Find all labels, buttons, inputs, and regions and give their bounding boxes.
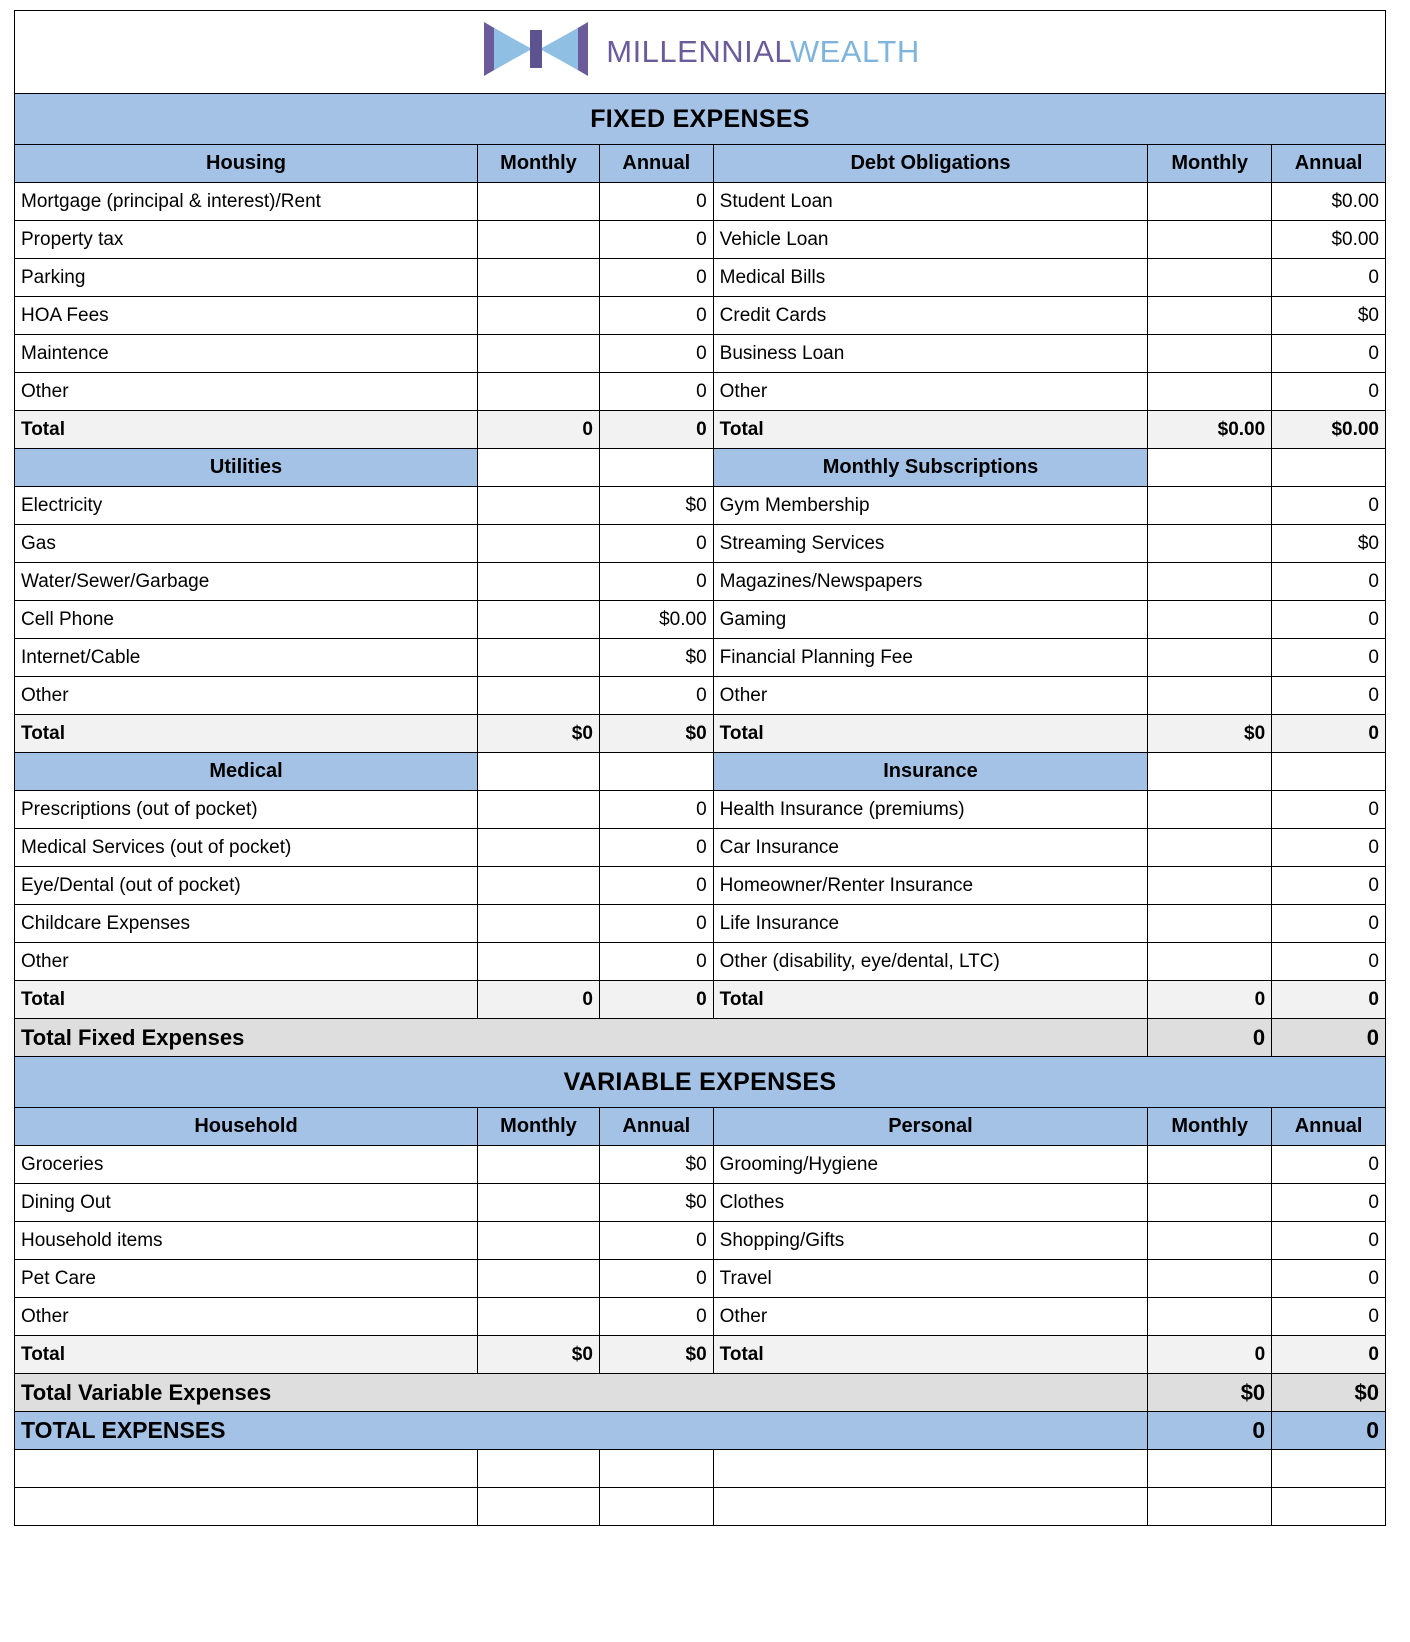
row-label: Shopping/Gifts xyxy=(713,1222,1148,1260)
fixed-expenses-banner: FIXED EXPENSES xyxy=(15,94,1386,145)
row-label: Gas xyxy=(15,525,478,563)
total-annual: $0.00 xyxy=(1272,411,1386,449)
row-label: Gaming xyxy=(713,601,1148,639)
total-fixed-annual: 0 xyxy=(1272,1019,1386,1057)
total-expenses-annual: 0 xyxy=(1272,1412,1386,1450)
logo-text xyxy=(606,34,920,70)
cell-monthly[interactable] xyxy=(478,829,600,867)
total-annual: 0 xyxy=(1272,981,1386,1019)
section-title-housing: Housing xyxy=(15,145,478,183)
empty-cell[interactable] xyxy=(1272,1488,1386,1526)
cell-annual[interactable]: $0 xyxy=(599,1146,713,1184)
logo-cell xyxy=(15,11,1386,94)
spacer-cell xyxy=(1148,449,1272,487)
section-header-utilities-subscriptions xyxy=(15,449,1386,487)
total-monthly: $0 xyxy=(478,715,600,753)
cell-monthly[interactable] xyxy=(1148,791,1272,829)
cell-annual[interactable]: $0 xyxy=(599,639,713,677)
total-annual: 0 xyxy=(1272,715,1386,753)
row-label: Streaming Services xyxy=(713,525,1148,563)
cell-annual[interactable]: $0 xyxy=(599,1184,713,1222)
cell-monthly[interactable] xyxy=(1148,1146,1272,1184)
cell-annual[interactable]: $0.00 xyxy=(1272,183,1386,221)
total-expenses-label: TOTAL EXPENSES xyxy=(15,1412,1148,1450)
cell-monthly[interactable] xyxy=(478,259,600,297)
row-label: Other xyxy=(15,943,478,981)
table-row xyxy=(15,601,1386,639)
spacer-cell xyxy=(599,449,713,487)
empty-cell[interactable] xyxy=(713,1488,1148,1526)
cell-monthly[interactable] xyxy=(478,221,600,259)
total-monthly: $0 xyxy=(1148,715,1272,753)
cell-monthly[interactable] xyxy=(1148,525,1272,563)
cell-annual[interactable]: 0 xyxy=(1272,259,1386,297)
total-fixed-monthly: 0 xyxy=(1148,1019,1272,1057)
table-row xyxy=(15,1146,1386,1184)
cell-monthly[interactable] xyxy=(478,373,600,411)
cell-annual[interactable]: 0 xyxy=(599,221,713,259)
total-fixed-label: Total Fixed Expenses xyxy=(15,1019,1148,1057)
section-title-debt: Debt Obligations xyxy=(713,145,1148,183)
cell-annual[interactable]: $0 xyxy=(1272,297,1386,335)
column-header-monthly: Monthly xyxy=(478,1108,600,1146)
cell-annual[interactable]: 0 xyxy=(1272,563,1386,601)
cell-monthly[interactable] xyxy=(1148,221,1272,259)
cell-monthly[interactable] xyxy=(478,1222,600,1260)
cell-annual[interactable]: 0 xyxy=(599,905,713,943)
cell-annual[interactable]: 0 xyxy=(1272,1184,1386,1222)
logo-word-2: WEALTH xyxy=(789,34,920,69)
column-header-monthly: Monthly xyxy=(478,145,600,183)
row-label: Grooming/Hygiene xyxy=(713,1146,1148,1184)
cell-monthly[interactable] xyxy=(478,487,600,525)
cell-monthly[interactable] xyxy=(1148,183,1272,221)
cell-annual[interactable]: 0 xyxy=(599,297,713,335)
row-label: Other xyxy=(713,373,1148,411)
total-annual: 0 xyxy=(599,411,713,449)
cell-monthly[interactable] xyxy=(478,867,600,905)
cell-annual[interactable]: 0 xyxy=(1272,1146,1386,1184)
spacer-cell xyxy=(478,449,600,487)
table-row xyxy=(15,791,1386,829)
empty-cell[interactable] xyxy=(1148,1488,1272,1526)
empty-cell[interactable] xyxy=(599,1450,713,1488)
total-fixed-expenses-row xyxy=(15,1019,1386,1057)
row-label: Other xyxy=(713,677,1148,715)
cell-annual[interactable]: 0 xyxy=(599,373,713,411)
empty-cell[interactable] xyxy=(15,1450,478,1488)
table-row xyxy=(15,525,1386,563)
spacer-cell xyxy=(599,753,713,791)
row-label: Water/Sewer/Garbage xyxy=(15,563,478,601)
row-label: Other xyxy=(15,677,478,715)
total-row-utilities-subscriptions xyxy=(15,715,1386,753)
cell-monthly[interactable] xyxy=(1148,677,1272,715)
cell-annual[interactable]: 0 xyxy=(1272,867,1386,905)
cell-monthly[interactable] xyxy=(1148,487,1272,525)
row-label: Pet Care xyxy=(15,1260,478,1298)
section-title-personal: Personal xyxy=(713,1108,1148,1146)
row-label: Prescriptions (out of pocket) xyxy=(15,791,478,829)
column-header-annual: Annual xyxy=(1272,145,1386,183)
empty-cell[interactable] xyxy=(478,1450,600,1488)
column-header-monthly: Monthly xyxy=(1148,145,1272,183)
table-row xyxy=(15,639,1386,677)
row-label: Car Insurance xyxy=(713,829,1148,867)
cell-monthly[interactable] xyxy=(1148,563,1272,601)
cell-monthly[interactable] xyxy=(478,677,600,715)
total-monthly: $0 xyxy=(478,1336,600,1374)
empty-cell[interactable] xyxy=(1148,1450,1272,1488)
cell-annual[interactable]: 0 xyxy=(1272,639,1386,677)
total-row-medical-insurance xyxy=(15,981,1386,1019)
row-label: Financial Planning Fee xyxy=(713,639,1148,677)
total-label: Total xyxy=(15,981,478,1019)
cell-annual[interactable]: 0 xyxy=(599,183,713,221)
total-label: Total xyxy=(15,715,478,753)
cell-monthly[interactable] xyxy=(478,791,600,829)
variable-expenses-banner: VARIABLE EXPENSES xyxy=(15,1057,1386,1108)
spacer-cell xyxy=(478,753,600,791)
cell-annual[interactable]: 0 xyxy=(1272,791,1386,829)
total-row-household-personal xyxy=(15,1336,1386,1374)
total-annual: 0 xyxy=(599,981,713,1019)
cell-monthly[interactable] xyxy=(1148,259,1272,297)
column-header-annual: Annual xyxy=(599,1108,713,1146)
total-label: Total xyxy=(713,715,1148,753)
table-row xyxy=(15,1184,1386,1222)
cell-annual[interactable]: 0 xyxy=(599,867,713,905)
logo-row xyxy=(15,11,1386,94)
row-label: Mortgage (principal & interest)/Rent xyxy=(15,183,478,221)
cell-monthly[interactable] xyxy=(1148,639,1272,677)
total-monthly: 0 xyxy=(1148,981,1272,1019)
table-row xyxy=(15,563,1386,601)
section-header-medical-insurance xyxy=(15,753,1386,791)
row-label: Life Insurance xyxy=(713,905,1148,943)
cell-annual[interactable]: 0 xyxy=(599,563,713,601)
row-label: Gym Membership xyxy=(713,487,1148,525)
row-label: Other xyxy=(15,373,478,411)
cell-monthly[interactable] xyxy=(1148,829,1272,867)
total-label: Total xyxy=(713,1336,1148,1374)
section-title-medical: Medical xyxy=(15,753,478,791)
cell-monthly[interactable] xyxy=(1148,1260,1272,1298)
row-label: Credit Cards xyxy=(713,297,1148,335)
cell-monthly[interactable] xyxy=(1148,297,1272,335)
row-label: Property tax xyxy=(15,221,478,259)
cell-annual[interactable]: 0 xyxy=(1272,373,1386,411)
row-label: Household items xyxy=(15,1222,478,1260)
cell-monthly[interactable] xyxy=(1148,867,1272,905)
cell-monthly[interactable] xyxy=(478,1184,600,1222)
cell-annual[interactable]: 0 xyxy=(1272,829,1386,867)
cell-monthly[interactable] xyxy=(478,297,600,335)
total-expenses-row xyxy=(15,1412,1386,1450)
cell-monthly[interactable] xyxy=(1148,373,1272,411)
total-monthly: 0 xyxy=(1148,1336,1272,1374)
empty-cell[interactable] xyxy=(599,1488,713,1526)
total-row-housing-debt xyxy=(15,411,1386,449)
cell-annual[interactable]: 0 xyxy=(1272,905,1386,943)
total-annual: 0 xyxy=(1272,1336,1386,1374)
fixed-expenses-banner-row xyxy=(15,94,1386,145)
total-monthly: $0.00 xyxy=(1148,411,1272,449)
table-row xyxy=(15,259,1386,297)
row-label: Maintence xyxy=(15,335,478,373)
cell-annual[interactable]: 0 xyxy=(599,1260,713,1298)
cell-monthly[interactable] xyxy=(478,525,600,563)
cell-monthly[interactable] xyxy=(478,943,600,981)
row-label: Magazines/Newspapers xyxy=(713,563,1148,601)
row-label: Parking xyxy=(15,259,478,297)
row-label: Cell Phone xyxy=(15,601,478,639)
cell-annual[interactable]: 0 xyxy=(1272,1222,1386,1260)
row-label: Clothes xyxy=(713,1184,1148,1222)
section-title-household: Household xyxy=(15,1108,478,1146)
cell-annual[interactable]: 0 xyxy=(1272,677,1386,715)
row-label: Homeowner/Renter Insurance xyxy=(713,867,1148,905)
table-row xyxy=(15,221,1386,259)
cell-monthly[interactable] xyxy=(478,639,600,677)
cell-monthly[interactable] xyxy=(478,1298,600,1336)
table-row xyxy=(15,1298,1386,1336)
total-label: Total xyxy=(15,411,478,449)
row-label: Vehicle Loan xyxy=(713,221,1148,259)
cell-annual[interactable]: $0.00 xyxy=(1272,221,1386,259)
empty-row xyxy=(15,1450,1386,1488)
section-title-subscriptions: Monthly Subscriptions xyxy=(713,449,1148,487)
table-row xyxy=(15,183,1386,221)
total-variable-annual: $0 xyxy=(1272,1374,1386,1412)
row-label: Business Loan xyxy=(713,335,1148,373)
total-annual: $0 xyxy=(599,715,713,753)
row-label: Electricity xyxy=(15,487,478,525)
section-title-utilities: Utilities xyxy=(15,449,478,487)
total-variable-expenses-row xyxy=(15,1374,1386,1412)
row-label: Eye/Dental (out of pocket) xyxy=(15,867,478,905)
row-label: Medical Services (out of pocket) xyxy=(15,829,478,867)
table-row xyxy=(15,905,1386,943)
empty-cell[interactable] xyxy=(713,1450,1148,1488)
table-row xyxy=(15,1222,1386,1260)
cell-monthly[interactable] xyxy=(478,335,600,373)
cell-annual[interactable]: $0 xyxy=(599,487,713,525)
table-row xyxy=(15,373,1386,411)
spacer-cell xyxy=(1272,753,1386,791)
row-label: Health Insurance (premiums) xyxy=(713,791,1148,829)
table-row xyxy=(15,829,1386,867)
logo-word-1: MILLENNIAL xyxy=(606,34,790,69)
cell-annual[interactable]: 0 xyxy=(599,791,713,829)
row-label: Childcare Expenses xyxy=(15,905,478,943)
cell-monthly[interactable] xyxy=(1148,1298,1272,1336)
section-header-household-personal xyxy=(15,1108,1386,1146)
column-header-monthly: Monthly xyxy=(1148,1108,1272,1146)
cell-annual[interactable]: 0 xyxy=(1272,335,1386,373)
row-label: Student Loan xyxy=(713,183,1148,221)
empty-cell[interactable] xyxy=(1272,1450,1386,1488)
cell-annual[interactable]: $0.00 xyxy=(599,601,713,639)
cell-annual[interactable]: 0 xyxy=(1272,943,1386,981)
cell-monthly[interactable] xyxy=(1148,1222,1272,1260)
cell-annual[interactable]: 0 xyxy=(1272,487,1386,525)
cell-monthly[interactable] xyxy=(478,905,600,943)
cell-annual[interactable]: $0 xyxy=(1272,525,1386,563)
row-label: Other (disability, eye/dental, LTC) xyxy=(713,943,1148,981)
row-label: Other xyxy=(15,1298,478,1336)
empty-cell[interactable] xyxy=(478,1488,600,1526)
cell-monthly[interactable] xyxy=(1148,943,1272,981)
row-label: Dining Out xyxy=(15,1184,478,1222)
butterfly-logo-icon xyxy=(480,18,592,86)
column-header-annual: Annual xyxy=(1272,1108,1386,1146)
cell-annual[interactable]: 0 xyxy=(599,1298,713,1336)
cell-annual[interactable]: 0 xyxy=(599,525,713,563)
cell-annual[interactable]: 0 xyxy=(1272,601,1386,639)
total-expenses-monthly: 0 xyxy=(1148,1412,1272,1450)
cell-annual[interactable]: 0 xyxy=(1272,1260,1386,1298)
cell-monthly[interactable] xyxy=(1148,601,1272,639)
expenses-table xyxy=(14,10,1386,1526)
table-row xyxy=(15,335,1386,373)
row-label: Other xyxy=(713,1298,1148,1336)
row-label: Groceries xyxy=(15,1146,478,1184)
row-label: Travel xyxy=(713,1260,1148,1298)
section-title-insurance: Insurance xyxy=(713,753,1148,791)
table-row xyxy=(15,867,1386,905)
empty-row xyxy=(15,1488,1386,1526)
table-row xyxy=(15,1260,1386,1298)
cell-annual[interactable]: 0 xyxy=(599,943,713,981)
total-label: Total xyxy=(15,1336,478,1374)
cell-annual[interactable]: 0 xyxy=(599,677,713,715)
row-label: Medical Bills xyxy=(713,259,1148,297)
row-label: HOA Fees xyxy=(15,297,478,335)
column-header-annual: Annual xyxy=(599,145,713,183)
total-label: Total xyxy=(713,981,1148,1019)
total-monthly: 0 xyxy=(478,981,600,1019)
spacer-cell xyxy=(1148,753,1272,791)
total-monthly: 0 xyxy=(478,411,600,449)
empty-cell[interactable] xyxy=(15,1488,478,1526)
cell-monthly[interactable] xyxy=(478,1146,600,1184)
cell-annual[interactable]: 0 xyxy=(599,259,713,297)
cell-monthly[interactable] xyxy=(1148,905,1272,943)
table-row xyxy=(15,487,1386,525)
cell-monthly[interactable] xyxy=(1148,335,1272,373)
total-variable-label: Total Variable Expenses xyxy=(15,1374,1148,1412)
cell-annual[interactable]: 0 xyxy=(599,829,713,867)
section-header-housing-debt xyxy=(15,145,1386,183)
total-annual: $0 xyxy=(599,1336,713,1374)
table-row xyxy=(15,677,1386,715)
cell-annual[interactable]: 0 xyxy=(1272,1298,1386,1336)
row-label: Internet/Cable xyxy=(15,639,478,677)
cell-monthly[interactable] xyxy=(1148,1184,1272,1222)
table-row xyxy=(15,297,1386,335)
total-variable-monthly: $0 xyxy=(1148,1374,1272,1412)
cell-annual[interactable]: 0 xyxy=(599,335,713,373)
variable-expenses-banner-row xyxy=(15,1057,1386,1108)
cell-monthly[interactable] xyxy=(478,601,600,639)
cell-monthly[interactable] xyxy=(478,183,600,221)
cell-annual[interactable]: 0 xyxy=(599,1222,713,1260)
spacer-cell xyxy=(1272,449,1386,487)
cell-monthly[interactable] xyxy=(478,1260,600,1298)
table-row xyxy=(15,943,1386,981)
cell-monthly[interactable] xyxy=(478,563,600,601)
total-label: Total xyxy=(713,411,1148,449)
